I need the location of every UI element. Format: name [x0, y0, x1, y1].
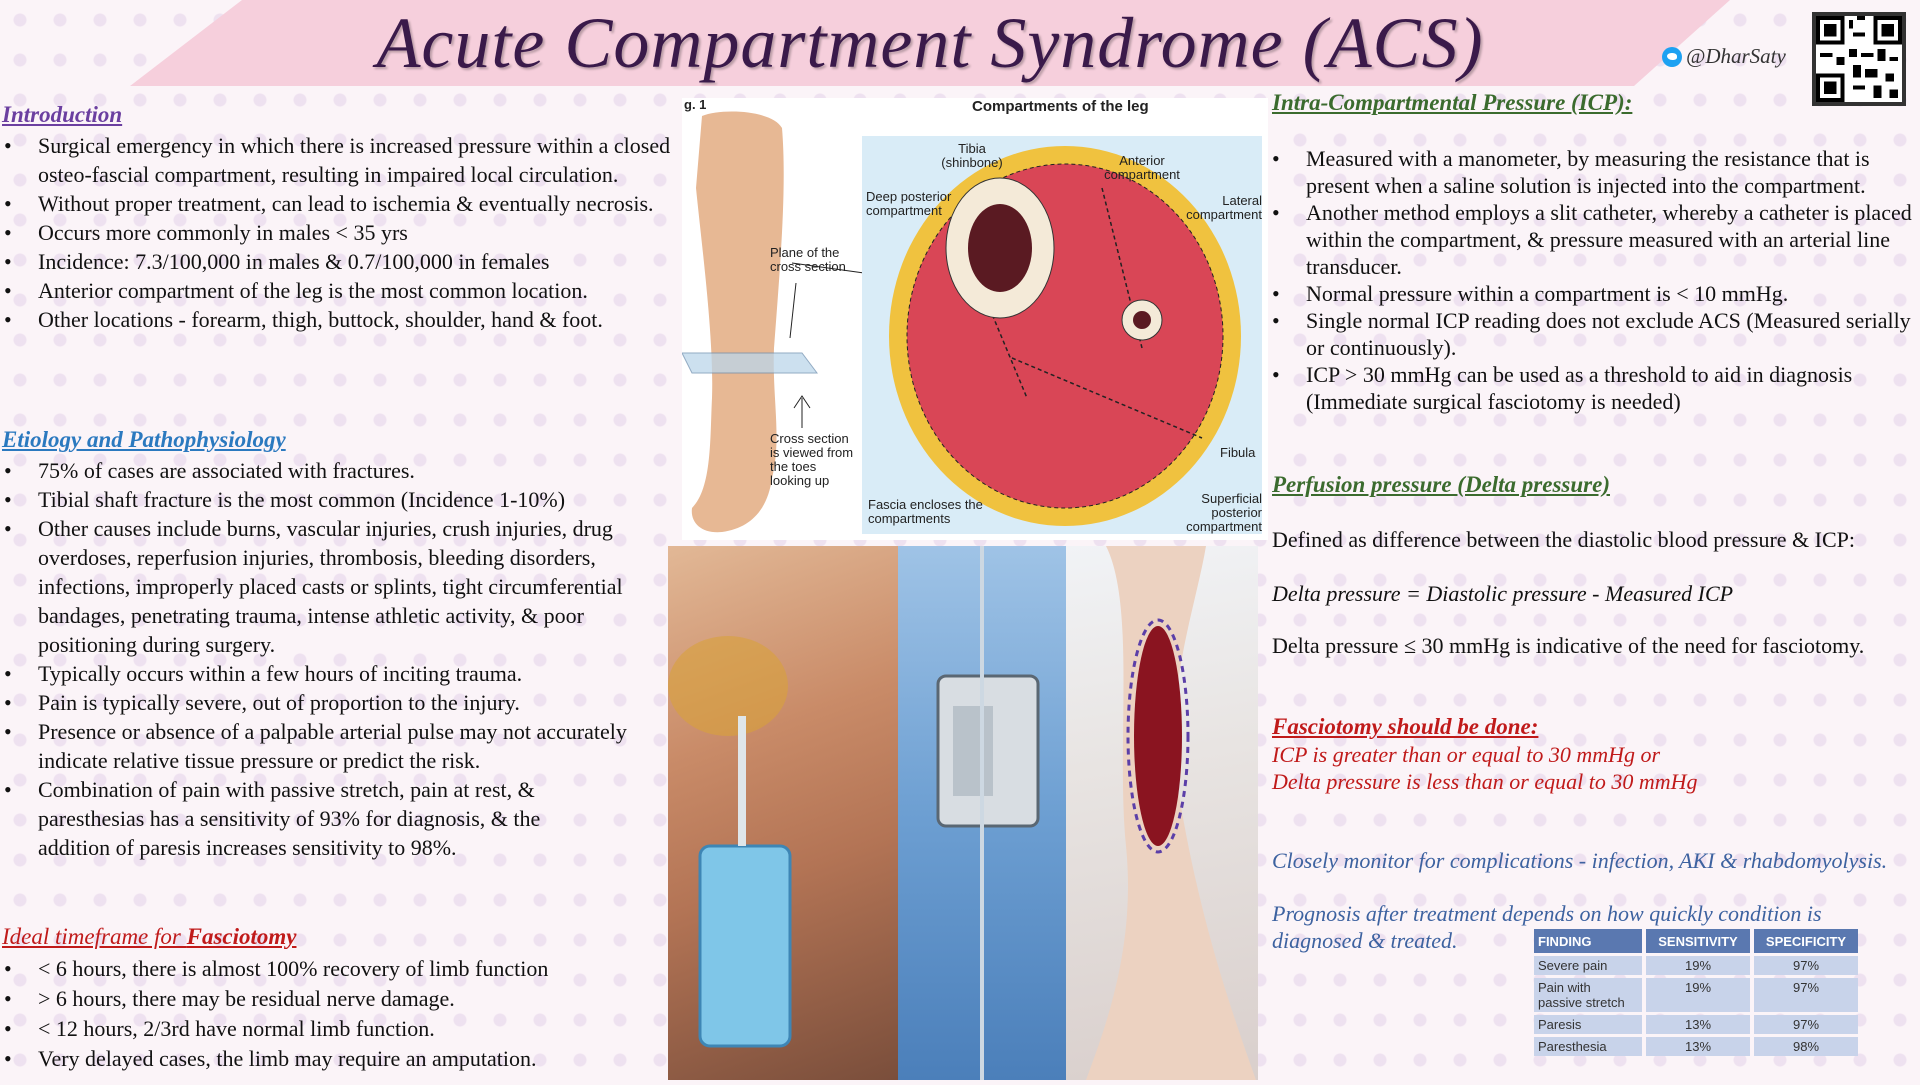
table-cell: 19% [1646, 978, 1750, 1012]
table-row [1534, 978, 1858, 1012]
handle-text: @DharSaty [1686, 44, 1786, 68]
icp-heading: Intra-Compartmental Pressure (ICP): [1272, 90, 1633, 115]
perfusion-heading: Perfusion pressure (Delta pressure) [1272, 472, 1610, 497]
table-cell: 97% [1754, 956, 1858, 975]
list-item: • Other locations - forearm, thigh, buttock, shoulder, hand & foot. [0, 305, 690, 334]
manometer-illustration [898, 546, 1066, 1080]
delta-indication: Delta pressure ≤ 30 mmHg is indicative of the need for fasciotomy. [1272, 633, 1865, 658]
table-cell: 97% [1754, 1015, 1858, 1034]
twitter-icon [1662, 47, 1682, 67]
table-cell: 13% [1646, 1037, 1750, 1056]
delta-formula: Delta pressure = Diastolic pressure - Measured ICP [1272, 581, 1734, 606]
list-item: • Presence or absence of a palpable arterial pulse may not accurately indicate relative tissue pressure or predict the risk. [0, 717, 682, 775]
list-item: • Normal pressure within a compartment is < 10 mmHg. [1268, 280, 1918, 307]
fasciotomy-criterion-1: ICP is greater than or equal to 30 mmHg or [1272, 742, 1661, 767]
list-item: • Combination of pain with passive stretch, pain at rest, & paresthesias has a sensitivity of 93% for diagnosis, & the addition of paresis increases sensitivity to 98%. [0, 775, 598, 862]
list-item: • Another method employs a slit catheter, whereby a catheter is placed within the compartment, & pressure measured with an arterial line transducer. [1268, 199, 1918, 280]
table-cell: Severe pain [1534, 956, 1642, 975]
label-anterior-compartment: Anterior compartment [1104, 153, 1180, 182]
intro-heading: Introduction [2, 102, 123, 127]
label-deep-posterior: Deep posterior compartment [866, 189, 952, 218]
list-item: • Tibial shaft fracture is the most common (Incidence 1-10%) [0, 485, 682, 514]
col-header: FINDING [1534, 929, 1642, 953]
col-header: SENSITIVITY [1646, 929, 1750, 953]
qr-code [1812, 12, 1906, 106]
timeframe-heading-prefix: Ideal timeframe for [2, 924, 187, 949]
icp-list [1268, 145, 1918, 415]
intro-list [0, 131, 690, 334]
table-cell: 19% [1646, 956, 1750, 975]
list-item: • > 6 hours, there may be residual nerve damage. [0, 984, 660, 1014]
pressure-measurement-photo [668, 546, 898, 1080]
list-item: • Surgical emergency in which there is increased pressure within a closed osteo-fascial compartment, resulting in impaired local circulation. [0, 131, 690, 189]
list-item: • Measured with a manometer, by measuring the resistance that is present when a saline solution is injected into the compartment. [1268, 145, 1918, 199]
table-cell: 97% [1754, 978, 1858, 1012]
fasciotomy-heading: Fasciotomy should be done: [1272, 714, 1539, 739]
list-item: • < 12 hours, 2/3rd have normal limb function. [0, 1014, 660, 1044]
list-item: • Incidence: 7.3/100,000 in males & 0.7/100,000 in females [0, 247, 690, 276]
fasciotomy-criterion-2: Delta pressure is less than or equal to 30 mmHg [1272, 769, 1698, 794]
label-fascia: Fascia encloses the compartments [868, 497, 983, 526]
figure-number: g. 1 [684, 97, 707, 112]
label-tibia: Tibia (shinbone) [941, 141, 1003, 170]
table-row [1534, 1037, 1858, 1056]
timeframe-heading [2, 924, 297, 950]
list-item: • Single normal ICP reading does not exclude ACS (Measured serially or continuously). [1268, 307, 1918, 361]
figure-title: Compartments of the leg [972, 98, 1149, 115]
table-cell: Paresthesia [1534, 1037, 1642, 1056]
table-header-row [1534, 929, 1858, 953]
manometer-device-photo [898, 546, 1066, 1080]
monitor-note: Closely monitor for complications - infection, AKI & rhabdomyolysis. [1272, 848, 1888, 873]
timeframe-list [0, 954, 660, 1074]
label-lateral-compartment: Lateral compartment [1186, 193, 1262, 222]
perfusion-definition: Defined as difference between the diastolic blood pressure & ICP: [1272, 527, 1856, 552]
list-item: • 75% of cases are associated with fractures. [0, 456, 682, 485]
twitter-handle[interactable] [1662, 44, 1786, 69]
fasciotomy-wound-photo [1066, 546, 1258, 1080]
page-title: Acute Compartment Syndrome (ACS) [376, 3, 1484, 83]
list-item: • Without proper treatment, can lead to ischemia & eventually necrosis. [0, 189, 690, 218]
list-item: • Pain is typically severe, out of proportion to the injury. [0, 688, 682, 717]
wound-illustration [1066, 546, 1258, 1080]
col-header: SPECIFICITY [1754, 929, 1858, 953]
table-row [1534, 956, 1858, 975]
list-item: • Occurs more commonly in males < 35 yrs [0, 218, 690, 247]
prognosis-line-1: Prognosis after treatment depends on how quickly condition is [1272, 901, 1822, 926]
list-item: • Other causes include burns, vascular injuries, crush injuries, drug overdoses, reperfusion injuries, thrombosis, bleeding disorders, infections, improperly placed casts or splints, tight circumferential bandages, penetrating trauma, intense athletic activity, & poor positioning during surgery. [0, 514, 682, 659]
timeframe-heading-bold: Fasciotomy [186, 924, 297, 949]
syringe-illustration [668, 546, 898, 1080]
list-item: • Typically occurs within a few hours of inciting trauma. [0, 659, 682, 688]
table-cell: 13% [1646, 1015, 1750, 1034]
leg-compartments-figure [682, 98, 1268, 540]
label-cross-view: Cross section is viewed from the toes looking up [770, 431, 854, 488]
label-fibula: Fibula [1220, 445, 1256, 460]
table-cell: Pain with passive stretch [1534, 978, 1642, 1012]
list-item: • Very delayed cases, the limb may require an amputation. [0, 1044, 660, 1074]
list-item: • < 6 hours, there is almost 100% recovery of limb function [0, 954, 660, 984]
list-item: • ICP > 30 mmHg can be used as a threshold to aid in diagnosis (Immediate surgical fasciotomy is needed) [1268, 361, 1918, 415]
label-plane: Plane of the cross section [770, 245, 846, 274]
table-row [1534, 1015, 1858, 1034]
list-item: • Anterior compartment of the leg is the most common location. [0, 276, 690, 305]
findings-table [1530, 926, 1862, 1059]
prognosis-line-2: diagnosed & treated. [1272, 928, 1458, 953]
etiology-list [0, 456, 682, 862]
etiology-heading: Etiology and Pathophysiology [2, 427, 286, 452]
label-superficial-posterior: Superficial posterior compartment [1186, 491, 1262, 534]
table-cell: 98% [1754, 1037, 1858, 1056]
table-cell: Paresis [1534, 1015, 1642, 1034]
